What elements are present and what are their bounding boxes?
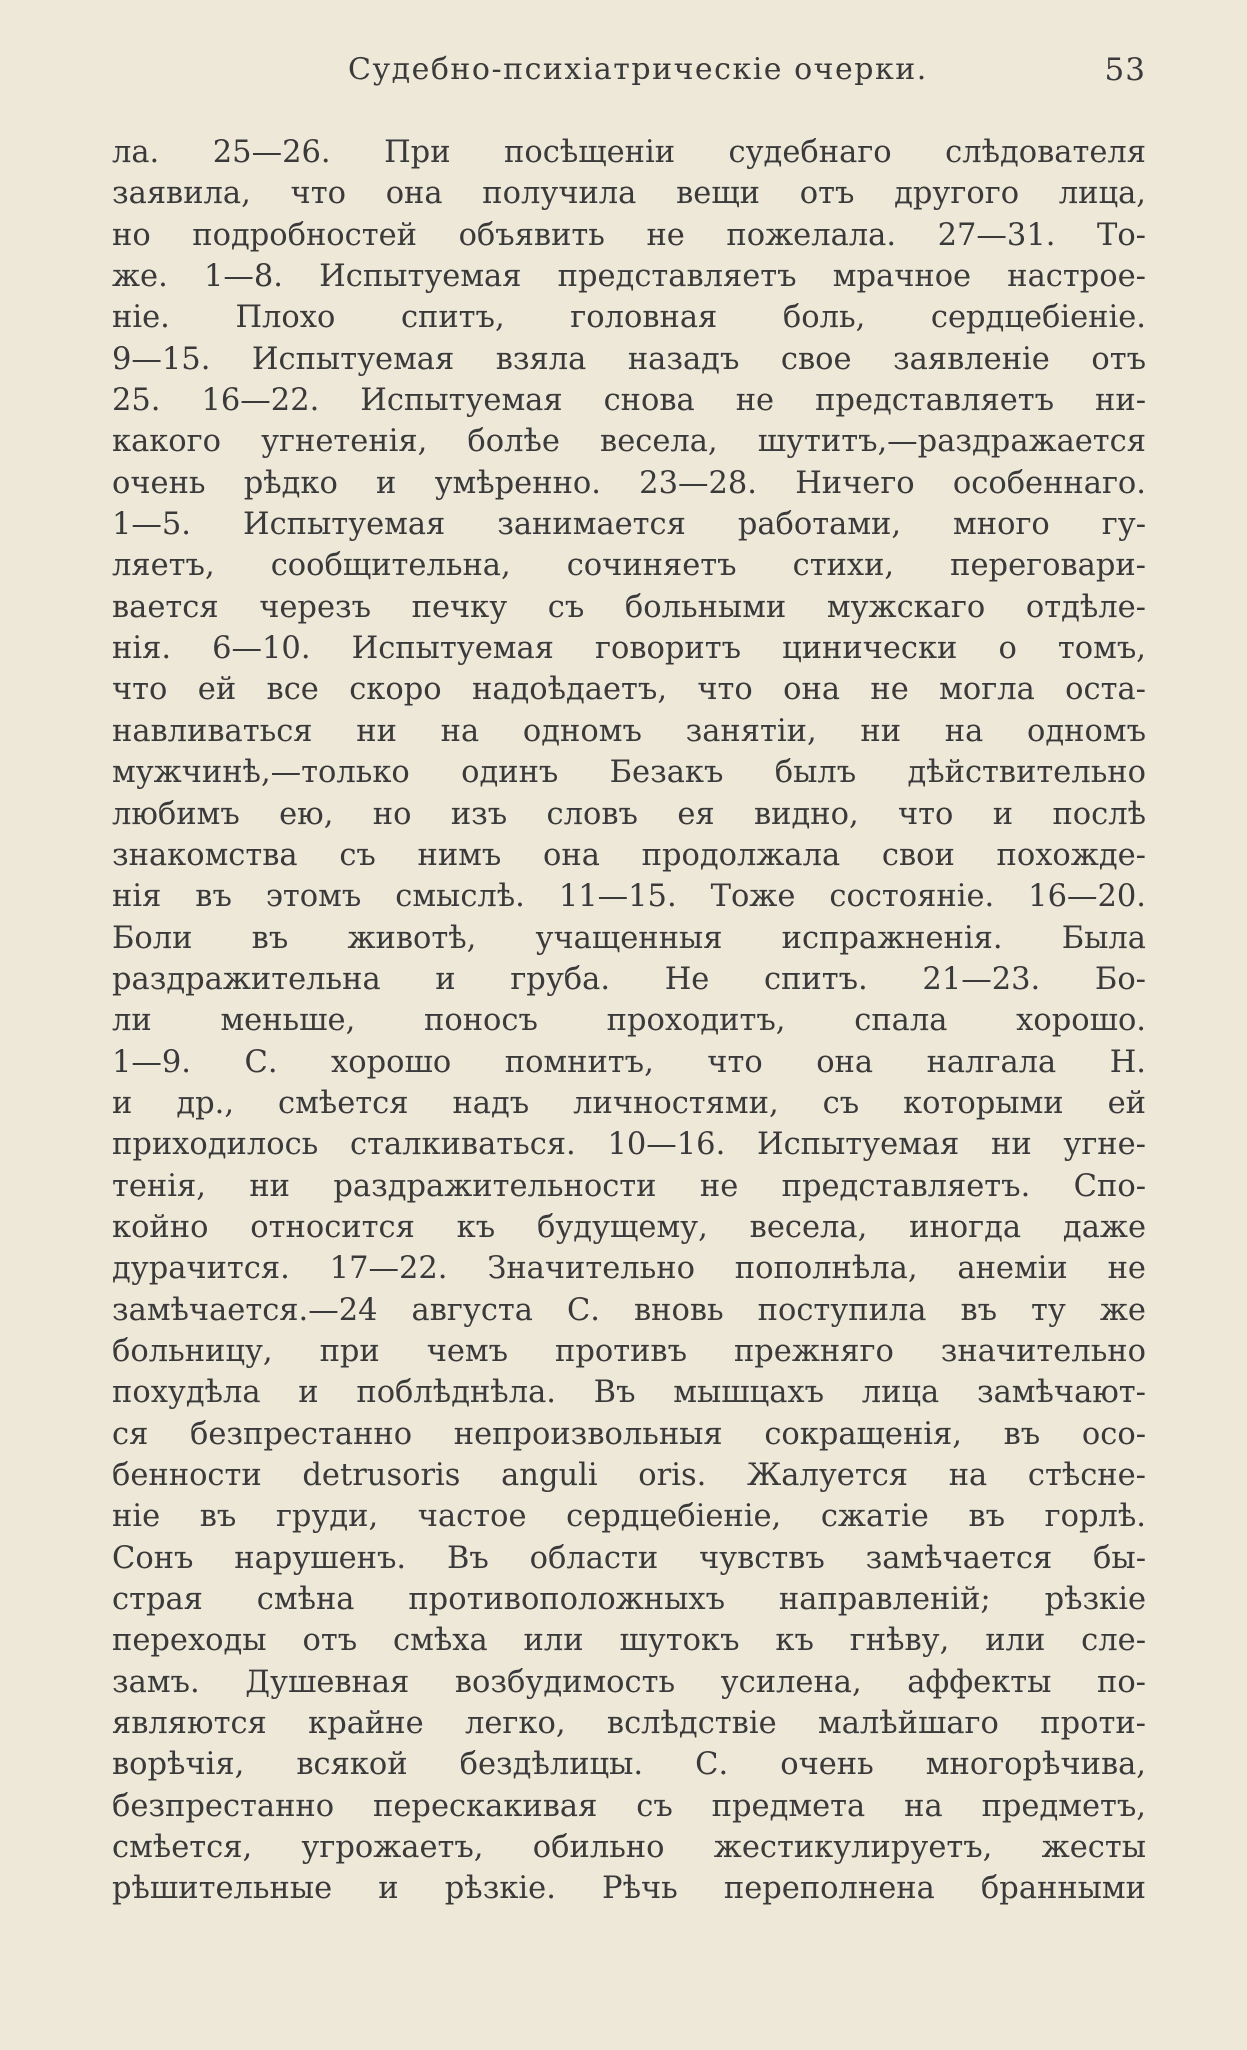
text-line: навливаться ни на одномъ занятіи, ни на одномъ bbox=[112, 713, 1146, 749]
text-line: вается черезъ печку съ больными мужскаго отдѣле- bbox=[112, 589, 1146, 625]
text-line: нія въ этомъ смыслѣ. 11—15. Тоже состояніе. 16—20. bbox=[112, 879, 1146, 915]
text-line: очень рѣдко и умѣренно. 23—28. Ничего особеннаго. bbox=[112, 465, 1146, 501]
text-line: мужчинѣ,—только одинъ Безакъ былъ дѣйствительно bbox=[112, 755, 1146, 791]
text-line: замѣчается.—24 августа С. вновь поступила въ ту же bbox=[112, 1292, 1146, 1328]
text-line: ворѣчія, всякой бездѣлицы. С. очень многорѣчива, bbox=[112, 1747, 1146, 1783]
text-line: же. 1—8. Испытуемая представляетъ мрачное настрое- bbox=[112, 259, 1146, 295]
text-line: безпрестанно перескакивая съ предмета на предметъ, bbox=[112, 1788, 1146, 1824]
text-line: Сонъ нарушенъ. Въ области чувствъ замѣчается бы- bbox=[112, 1540, 1146, 1576]
text-line: замъ. Душевная возбудимость усилена, аффекты по- bbox=[112, 1664, 1146, 1700]
text-line: но подробностей объявить не пожелала. 27—31. То- bbox=[112, 217, 1146, 253]
text-line: 25. 16—22. Испытуемая снова не представляетъ ни- bbox=[112, 383, 1146, 419]
text-line: являются крайне легко, вслѣдствіе малѣйшаго проти- bbox=[112, 1706, 1146, 1742]
running-title: Судебно-психіатрическіе очерки. bbox=[348, 52, 928, 87]
text-line: какого угнетенія, болѣе весела, шутитъ,—раздражается bbox=[112, 424, 1146, 460]
text-line: ляетъ, сообщительна, сочиняетъ стихи, переговари- bbox=[112, 548, 1146, 584]
text-line: рѣшительные и рѣзкіе. Рѣчь переполнена бранными bbox=[112, 1871, 1146, 1907]
page-number: 53 bbox=[1104, 52, 1146, 88]
text-line: страя смѣна противоположныхъ направленій; рѣзкіе bbox=[112, 1582, 1146, 1618]
text-line: заявила, что она получила вещи отъ другого лица, bbox=[112, 176, 1146, 212]
text-line: 1—9. С. хорошо помнитъ, что она налгала Н. bbox=[112, 1044, 1146, 1080]
text-line: ла. 25—26. При посѣщеніи судебнаго слѣдователя bbox=[112, 135, 1146, 170]
text-line: нія. 6—10. Испытуемая говоритъ цинически о томъ, bbox=[112, 631, 1146, 667]
text-line: 9—15. Испытуемая взяла назадъ свое заявленіе отъ bbox=[112, 341, 1146, 377]
text-line: ніе. Плохо спитъ, головная боль, сердцебіеніе. bbox=[112, 300, 1146, 336]
text-line: ніе въ груди, частое сердцебіеніе, сжатіе въ горлѣ. bbox=[112, 1499, 1146, 1535]
text-line: бенности detrusoris anguli oris. Жалуется на стѣсне- bbox=[112, 1458, 1146, 1493]
text-line: дурачится. 17—22. Значительно пополнѣла, анеміи не bbox=[112, 1251, 1146, 1287]
text-line: Боли въ животѣ, учащенныя испражненія. Была bbox=[112, 920, 1146, 956]
text-line: тенія, ни раздражительности не представляетъ. Спо- bbox=[112, 1168, 1146, 1204]
text-line: похудѣла и поблѣднѣла. Въ мышцахъ лица замѣчают- bbox=[112, 1375, 1146, 1411]
text-line: ся безпрестанно непроизвольныя сокращенія, въ осо- bbox=[112, 1416, 1146, 1452]
text-line: 1—5. Испытуемая занимается работами, много гу- bbox=[112, 507, 1146, 543]
text-line: ли меньше, поносъ проходитъ, спала хорошо. bbox=[112, 1003, 1146, 1039]
text-line: раздражительна и груба. Не спитъ. 21—23. Бо- bbox=[112, 961, 1146, 997]
body-text bbox=[112, 132, 1146, 1910]
text-line: переходы отъ смѣха или шутокъ къ гнѣву, или сле- bbox=[112, 1623, 1146, 1659]
text-line: и др., смѣется надъ личностями, съ которыми ей bbox=[112, 1085, 1146, 1121]
text-line: что ей все скоро надоѣдаетъ, что она не могла оста- bbox=[112, 672, 1146, 708]
page-header bbox=[112, 52, 1146, 96]
text-line: больницу, при чемъ противъ прежняго значительно bbox=[112, 1333, 1146, 1369]
text-line: любимъ ею, но изъ словъ ея видно, что и послѣ bbox=[112, 796, 1146, 832]
text-line: смѣется, угрожаетъ, обильно жестикулируетъ, жесты bbox=[112, 1830, 1146, 1866]
text-line: койно относится къ будущему, весела, иногда даже bbox=[112, 1209, 1146, 1245]
text-line: приходилось сталкиваться. 10—16. Испытуемая ни угне- bbox=[112, 1127, 1146, 1163]
text-line: знакомства съ нимъ она продолжала свои похожде- bbox=[112, 837, 1146, 873]
